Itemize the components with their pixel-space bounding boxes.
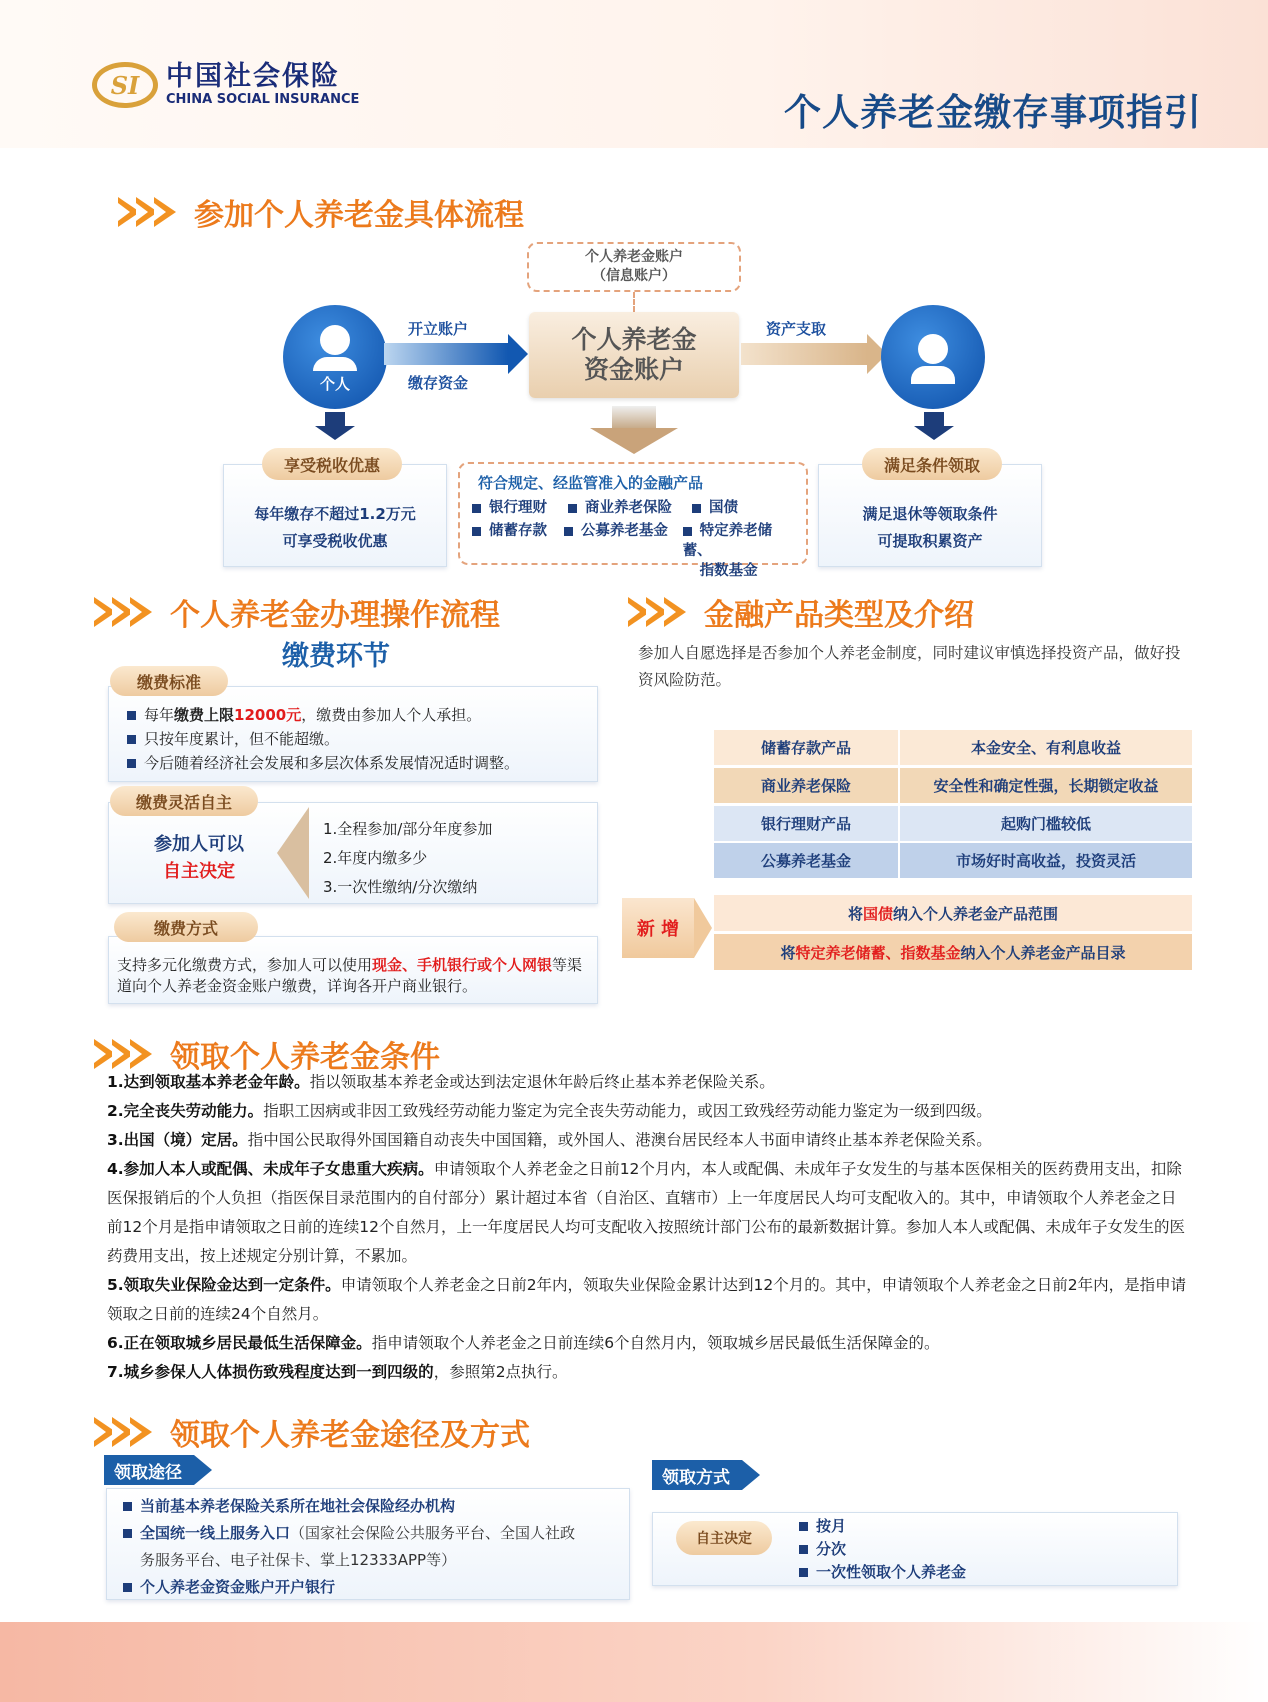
arrow-label-open: 开立账户 xyxy=(408,320,469,338)
route-2: 全国统一线上服务入口 xyxy=(140,1524,291,1542)
new-item-1: 将 国债 纳入个人养老金产品范围 xyxy=(714,895,1192,931)
product-row: 公募养老基金 市场好时高收益，投资灵活 xyxy=(714,843,1192,878)
self-decide-pill: 自主决定 xyxy=(676,1521,772,1555)
route-tag: 领取途径 xyxy=(104,1455,194,1485)
section1-heading xyxy=(118,190,524,234)
section2-title: 个人养老金办理操作流程 xyxy=(170,598,500,633)
route-card: 当前基本养老保险关系所在地社会保险经办机构 全国统一线上服务入口（国家社会保险公共服务平台、全国人社政 务服务平台、电子社保卡、掌上12333APP等） 个人养老金资金账户开户银行 xyxy=(106,1488,630,1600)
products-intro: 参加人自愿选择是否参加个人养老金制度，同时建议审慎选择投资产品，做好投资风险防范。 xyxy=(638,644,1181,689)
method-pill: 缴费方式 xyxy=(114,912,258,942)
info-account-line2: （信息账户） xyxy=(592,268,676,284)
elder-circle xyxy=(881,305,985,409)
chevron-icon xyxy=(94,1039,148,1069)
section3-heading xyxy=(628,590,974,634)
product-public-fund: 公募养老基金 xyxy=(580,523,668,539)
withdraw-pill: 满足条件领取 xyxy=(862,448,1002,480)
person-label: 个人 xyxy=(319,374,350,393)
route-3: 个人养老金资金账户开户银行 xyxy=(140,1578,336,1596)
down-arrow-right xyxy=(924,412,944,426)
fund-account-line2: 资金账户 xyxy=(583,355,684,384)
product-special-savings: 特定养老储蓄、 xyxy=(682,523,773,559)
product-bank-wealth: 银行理财 xyxy=(489,500,547,516)
products-title: 符合规定、经监管准入的金融产品 xyxy=(478,474,704,492)
elder-icon xyxy=(918,334,948,364)
chevron-icon xyxy=(94,1417,148,1447)
arrow-label-deposit: 缴存资金 xyxy=(408,374,469,392)
fund-account-box xyxy=(529,312,739,398)
new-item-2: 将 特定养老储蓄、指数基金 纳入个人养老金产品目录 xyxy=(714,934,1192,970)
product-index-fund: 指数基金 xyxy=(699,563,758,579)
logo-cn: 中国社会保险 xyxy=(166,61,340,92)
new-label: 新 增 xyxy=(622,898,694,958)
product-commercial-insurance: 商业养老保险 xyxy=(585,500,672,516)
receive-lump-sum: 一次性领取个人养老金 xyxy=(816,1563,967,1581)
chevron-icon xyxy=(628,597,682,627)
condition-item: 6.正在领取城乡居民最低生活保障金。指申请领取个人养老金之日前连续6个自然月内，领取城乡居民最低生活保障金的。 xyxy=(107,1334,940,1352)
method-card: 支持多元化缴费方式，参加人可以使用现金、手机银行或个人网银等渠道向个人养老金资金账户缴费，详询各开户商业银行。 xyxy=(108,936,598,1004)
payment-cap: 12000元 xyxy=(234,706,302,724)
flex-item-1: 1.全程参加/部分年度参加 xyxy=(323,820,493,838)
route-1: 当前基本养老保险关系所在地社会保险经办机构 xyxy=(140,1497,456,1515)
tax-pill: 享受税收优惠 xyxy=(262,448,402,480)
dashed-connector xyxy=(633,292,635,312)
tax-text-1: 每年缴存不超过1.2万元 xyxy=(254,505,416,523)
chevron-icon xyxy=(118,197,172,227)
condition-item: 3.出国（境）定居。指中国公民取得外国国籍自动丧失中国国籍，或外国人、港澳台居民经本人书面申请终止基本养老保险关系。 xyxy=(107,1131,992,1149)
product-row: 银行理财产品 起购门槛较低 xyxy=(714,806,1192,841)
asset-withdraw-label: 资产支取 xyxy=(766,320,827,338)
new-arrow xyxy=(694,898,712,958)
tax-text-2: 可享受税收优惠 xyxy=(282,532,388,550)
flex-chevron xyxy=(277,807,309,899)
flex-item-3: 3.一次性缴纳/分次缴纳 xyxy=(323,878,478,896)
standard-item-2: 只按年度累计，但不能超缴。 xyxy=(144,730,340,748)
conditions-list xyxy=(107,1068,1187,1387)
product-row: 商业养老保险 安全性和确定性强，长期锁定收益 xyxy=(714,768,1192,803)
withdraw-text-2: 可提取积累资产 xyxy=(877,532,983,550)
section3-title: 金融产品类型及介绍 xyxy=(704,598,974,633)
payment-channels: 现金、手机银行或个人网银 xyxy=(372,956,553,974)
fund-account-line1: 个人养老金 xyxy=(571,325,697,354)
flex-left-1: 参加人可以 xyxy=(154,834,244,855)
info-account-box xyxy=(527,242,741,292)
condition-item: 5.领取失业保险金达到一定条件。申请领取个人养老金之日前2年内，领取失业保险金累计达到12个月的。其中，申请领取个人养老金之日前2年内，是指申请领取之日前的连续24个自然月。 xyxy=(107,1276,1187,1323)
withdraw-text-1: 满足退休等领取条件 xyxy=(862,505,998,523)
chevron-icon xyxy=(94,597,148,627)
section4-title: 领取个人养老金条件 xyxy=(170,1040,440,1075)
section1-title: 参加个人养老金具体流程 xyxy=(194,198,524,233)
standard-pill: 缴费标准 xyxy=(110,666,228,696)
person-circle xyxy=(283,305,387,409)
logo-en: CHINA SOCIAL INSURANCE xyxy=(166,92,360,107)
info-account-line1: 个人养老金账户 xyxy=(585,249,683,265)
condition-item: 2.完全丧失劳动能力。指职工因病或非因工致残经劳动能力鉴定为完全丧失劳动能力，或因工致残经劳动能力鉴定为一级到四级。 xyxy=(107,1102,992,1120)
down-arrow-center xyxy=(612,406,656,428)
withdraw-arrow xyxy=(741,343,867,365)
person-icon xyxy=(320,325,350,355)
logo xyxy=(92,62,359,108)
logo-mark: SI xyxy=(92,62,158,108)
section5-title: 领取个人养老金途径及方式 xyxy=(170,1418,530,1453)
section2-heading xyxy=(94,590,500,634)
flex-item-2: 2.年度内缴多少 xyxy=(323,849,428,867)
section5-heading xyxy=(94,1410,530,1454)
product-treasury: 国债 xyxy=(709,500,738,516)
condition-item: 7.城乡参保人人体损伤致残程度达到一到四级的，参照第2点执行。 xyxy=(107,1363,568,1381)
standard-item-3: 今后随着经济社会发展和多层次体系发展情况适时调整。 xyxy=(144,754,520,772)
product-savings: 储蓄存款 xyxy=(489,523,547,539)
products-box xyxy=(458,462,808,579)
product-row: 储蓄存款产品 本金安全、有利息收益 xyxy=(714,730,1192,765)
down-arrow-left xyxy=(325,412,345,426)
flex-pill: 缴费灵活自主 xyxy=(110,786,258,816)
method-receive-tag: 领取方式 xyxy=(652,1460,742,1490)
flex-left-2: 自主决定 xyxy=(163,861,235,882)
footer-band xyxy=(0,1622,1268,1702)
receive-installment: 分次 xyxy=(816,1540,847,1558)
payment-subtitle: 缴费环节 xyxy=(282,641,390,672)
receive-monthly: 按月 xyxy=(816,1517,847,1535)
condition-item: 4.参加人本人或配偶、未成年子女患重大疾病。申请领取个人养老金之日前12个月内，本人或配偶、未成年子女发生的与基本医保相关的医药费用支出，扣除医保报销后的个人负担（指医保目录范围内的自付部分）累计超过本省（自治区、直辖市）上一年度居民人均可支配收入的。其中，申请领取个人养老金之日前12个月是指申请领取之日前的连续12个自然月，上一年度居民人均可支配收入按照统计部门公布的最新数据计算。参加人本人或配偶、未成年子女发生的医药费用支出，按上述规定分别计算，不累加。 xyxy=(107,1160,1185,1265)
standard-card: 每年缴费上限12000元，缴费由参加人个人承担。 只按年度累计，但不能超缴。 今后随着经济社会发展和多层次体系发展情况适时调整。 xyxy=(108,686,598,782)
flex-card xyxy=(108,802,598,904)
document-title: 个人养老金缴存事项指引 xyxy=(784,91,1202,134)
condition-item: 1.达到领取基本养老金年龄。指以领取基本养老金或达到法定退休年龄后终止基本养老保险关系。 xyxy=(107,1073,775,1091)
open-account-arrow xyxy=(384,343,508,365)
